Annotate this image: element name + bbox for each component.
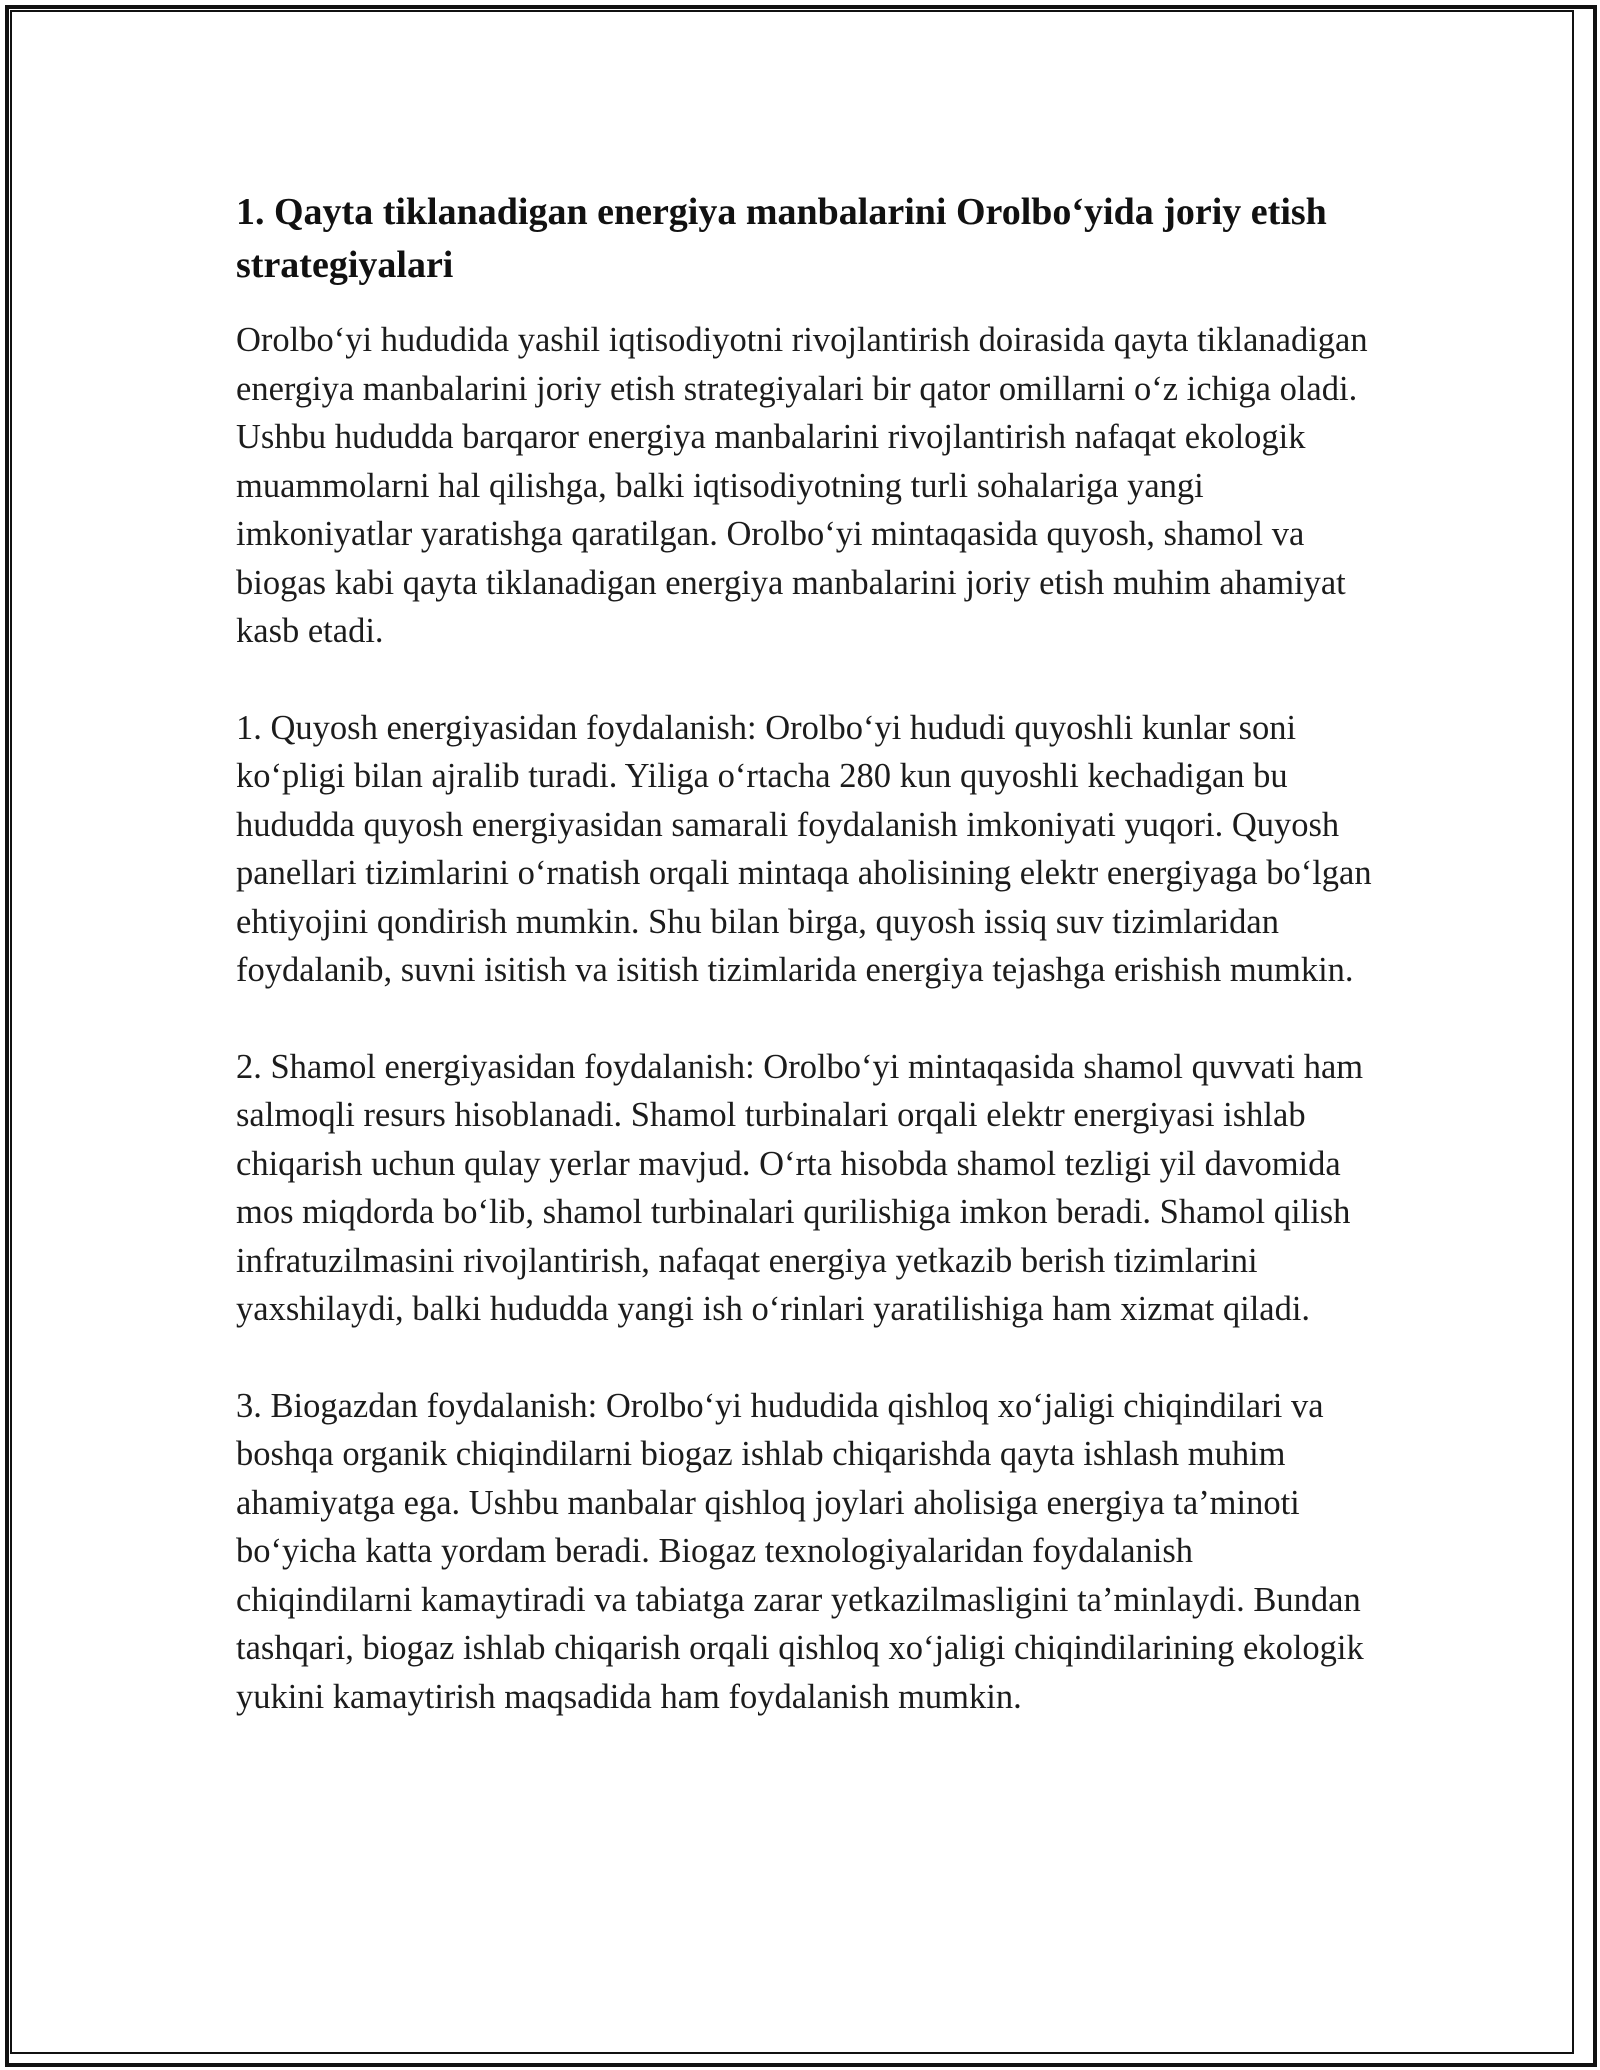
intro-paragraph: Orolbo‘yi hududida yashil iqtisodiyotni rivojlantirish doirasida qayta tiklanadigan energiya manbalarini joriy etish strategiyalari bir qator omillarni o‘z ichiga oladi. Ushbu hududda barqaror energiya manbalarini rivojlantirish nafaqat ekologik muammolarni hal qilishga, balki iqtisodiyotning turli sohalariga yangi imkoniyatlar yaratishga qaratilgan. Orolbo‘yi mintaqasida quyosh, shamol va biogas kabi qayta tiklanadigan energiya manbalarini joriy etish muhim ahamiyat kasb etadi. [236, 321, 1368, 650]
section-title: 1. Qayta tiklanadigan energiya manbalarini Orolbo‘yida joriy etish strategiyalari [236, 191, 1327, 286]
wind-energy-paragraph: 2. Shamol energiyasidan foydalanish: Orolbo‘yi mintaqasida shamol quvvati ham salmoqli resurs hisoblanadi. Shamol turbinalari orqali elektr energiyasi ishlab chiqarish uchun qulay yerlar mavjud. O‘rta hisobda shamol tezligi yil davomida mos miqdorda bo‘lib, shamol turbinalari qurilishiga imkon beradi. Shamol qilish infratuzilmasini rivojlantirish, nafaqat energiya yetkazib berish tizimlarini yaxshilaydi, balki hududda yangi ish o‘rinlari yaratilishiga ham xizmat qiladi. [236, 1047, 1364, 1328]
solar-energy-paragraph: 1. Quyosh energiyasidan foydalanish: Orolbo‘yi hududi quyoshli kunlar soni ko‘pligi bilan ajralib turadi. Yiliga o‘rtacha 280 kun quyoshli kechadigan bu hududda quyosh energiyasidan samarali foydalanish imkoniyati yuqori. Quyosh panellari tizimlarini o‘rnatish orqali mintaqa aholisining elektr energiyaga bo‘lgan ehtiyojini qondirish mumkin. Shu bilan birga, quyosh issiq suv tizimlaridan foydalanib, suvni isitish va isitish tizimlarida energiya tejashga erishish mumkin. [236, 708, 1372, 989]
biogas-paragraph: 3. Biogazdan foydalanish: Orolbo‘yi hududida qishloq xo‘jaligi chiqindilari va boshqa organik chiqindilarni biogaz ishlab chiqarishda qayta ishlash muhim ahamiyatga ega. Ushbu manbalar qishloq joylari aholisiga energiya ta’minoti bo‘yicha katta yordam beradi. Biogaz texnologiyalaridan foydalanish chiqindilarni kamaytiradi va tabiatga zarar yetkazilmasligini ta’minlaydi. Bundan tashqari, biogaz ishlab chiqarish orqali qishloq xo‘jaligi chiqindilarining ekologik yukini kamaytirish maqsadida ham foydalanish mumkin. [236, 1386, 1364, 1716]
document-body [236, 186, 1376, 1769]
